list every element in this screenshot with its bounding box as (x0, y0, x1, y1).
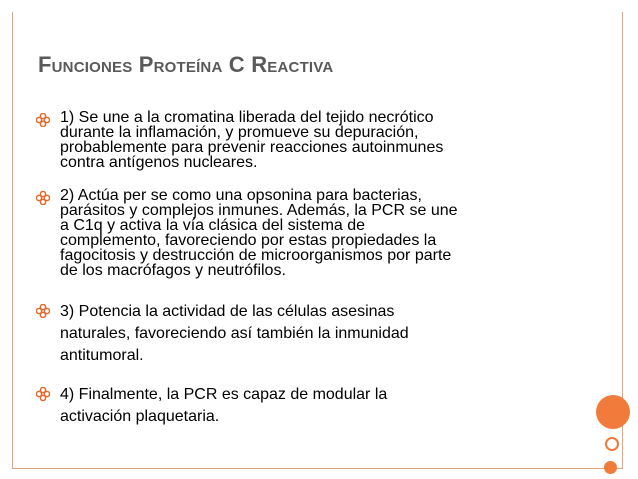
flower-bullet-icon (36, 304, 50, 318)
bullet-text-4: 4) Finalmente, la PCR es capaz de modular la activación plaquetaria. (60, 386, 388, 425)
frame-left-border (12, 12, 13, 469)
flower-bullet-icon (36, 113, 50, 127)
decorative-circle-ring (605, 437, 619, 451)
decorative-circle-large (596, 395, 630, 429)
flower-bullet-icon (36, 387, 50, 401)
bullet-text-2: 2) Actúa per se como una opsonina para bacterias, parásitos y complejos inmunes. Además, la PCR se une a C1q y activa la vía clásica del sistema de complemento, favoreciendo por estas propiedades la fagocitosis y destrucción de microorganismos por parte de los macrófagos y neutrófilos. (60, 187, 458, 279)
slide-title: Funciones Proteína C Reactiva (38, 52, 334, 77)
flower-bullet-icon (36, 191, 50, 205)
frame-bottom-border (12, 468, 623, 469)
bullet-text-1: 1) Se une a la cromatina liberada del tejido necrótico durante la inflamación, y promueve su depuración, probablemente para prevenir reacciones autoinmunes contra antígenos nucleares. (60, 109, 444, 171)
bullet-text-3: 3) Potencia la actividad de las células asesinas naturales, favoreciendo así también la inmunidad antitumoral. (60, 303, 409, 364)
decorative-circle-small (604, 461, 617, 474)
